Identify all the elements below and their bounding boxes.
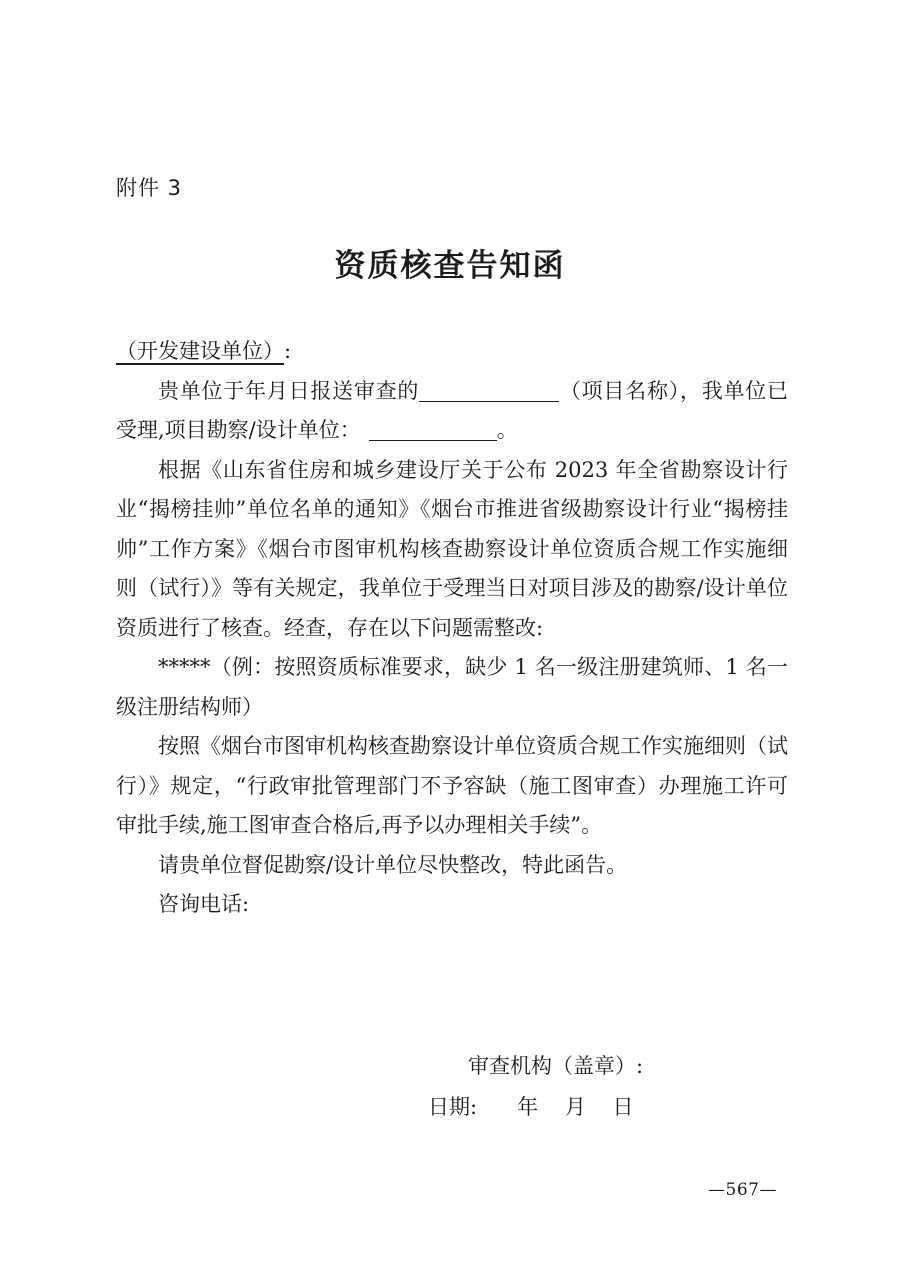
paragraph-issues: *****（例：按照资质标准要求，缺少 1 名一级注册建筑师、1 名一级注册结构师） [116, 655, 788, 719]
paragraph-basis: 根据《山东省住房和城乡建设厅关于公布 2023 年全省勘察设计行业“揭榜挂帅”单位名单的通知》《烟台市推进省级勘察设计行业“揭榜挂帅”工作方案》《烟台市图审机构核查勘察设计单位资质合规工作实施细则（试行）》等有关规定，我单位于受理当日对项目涉及的勘察/设计单位资质进行了核查。经查，存在以下问题需整改: [116, 457, 788, 640]
contact-phone: 咨询电话: [158, 892, 250, 916]
addressee-line [116, 332, 788, 372]
addressee-colon: : [284, 339, 292, 363]
document-title: 资质核查告知函 [334, 248, 566, 284]
paragraph-request: 请贵单位督促勘察/设计单位尽快整改，特此函告。 [158, 852, 628, 877]
received-text-a: 贵单位于年月日报送审查的 [158, 378, 420, 403]
addressee: （开发建设单位） [116, 339, 284, 363]
attachment-label: 附件 3 [116, 176, 183, 200]
received-text-b: （项目名称），我单位已受理,项目勘察/设计单位： [116, 378, 789, 442]
received-text-c: 。 [496, 418, 518, 442]
signature-line: 审查机构（盖章）: [468, 1054, 644, 1078]
paragraph-regulation: 按照《烟台市图审机构核查勘察设计单位资质合规工作实施细则（试行）》规定，“行政审批管理部门不予容缺（施工图审查）办理施工许可审批手续,施工图审查合格后,再予以办理相关手续”。 [116, 734, 788, 837]
letter-body [116, 332, 788, 925]
paragraph-received [116, 372, 788, 451]
date-line: 日期: 年 月 日 [428, 1095, 634, 1119]
page-number: —567— [708, 1180, 777, 1200]
design-unit-blank [369, 418, 497, 441]
project-name-blank [419, 379, 559, 402]
